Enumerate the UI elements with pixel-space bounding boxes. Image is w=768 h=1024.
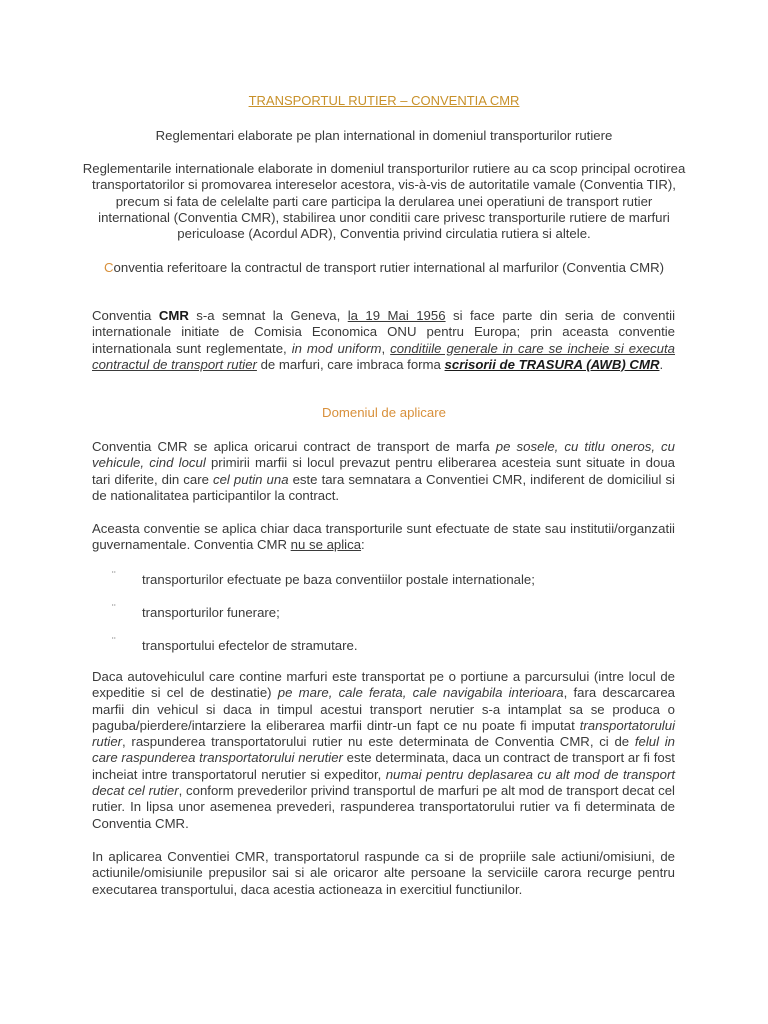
heading-initial: C bbox=[104, 260, 114, 275]
bullet-icon: ¨ bbox=[112, 570, 116, 582]
text-run: Daca autovehiculul care contine marfuri este transportat pe o portiune a parcursului (intre locul de expeditie si cel de destinatie) bbox=[92, 669, 675, 701]
section-heading-domeniul: Domeniul de aplicare bbox=[322, 405, 446, 420]
date-underlined: la 19 Mai 1956 bbox=[347, 308, 446, 323]
paragraph-cmr-geneva bbox=[92, 308, 675, 373]
text-run: , conform prevederilor privind transportul de marfuri pe alt mod de transport decat cel rutier. In lipsa unor asemenea prevederi, raspunderea transportatorului rutier va fi determinata de Conventia CMR. bbox=[92, 783, 675, 831]
cmr-bold: CMR bbox=[158, 308, 189, 323]
bullet-icon: ¨ bbox=[112, 636, 116, 648]
nu-se-aplica-underlined: nu se aplica bbox=[290, 537, 362, 553]
section-heading-conventia bbox=[80, 260, 688, 276]
bullet-icon: ¨ bbox=[112, 603, 116, 615]
text-run: este determinata, daca un contract de transport ar fi fost incheiat intre transportatorul nerutier si expeditor, bbox=[92, 750, 675, 782]
text-run: Aceasta conventie se aplica chiar daca transporturile sunt efectuate de state sau institutii/organzatii guvernamentale. Conventia CMR bbox=[92, 521, 675, 553]
paragraph-nu-se-aplica bbox=[92, 521, 675, 554]
italic-run: numai pentru deplasarea cu alt mod de transport decat cel rutier bbox=[92, 766, 676, 799]
text-run: Conventia bbox=[92, 308, 159, 323]
italic-run: cel putin una bbox=[213, 471, 289, 487]
list-item-text: transportului efectelor de stramutare. bbox=[142, 638, 358, 653]
text-run: Conventia CMR se aplica oricarui contract de transport de marfa bbox=[92, 439, 496, 454]
paragraph-autovehicul bbox=[92, 669, 675, 832]
text-run: , bbox=[381, 340, 391, 356]
text-run: . bbox=[659, 356, 664, 372]
subtitle: Reglementari elaborate pe plan international in domeniul transporturilor rutiere bbox=[155, 128, 613, 143]
text-run: si face parte din seria de conventii internationale initiate de Comisia Economica ONU pentru Europa; prin aceasta conventie internationala sunt reglementate, bbox=[92, 308, 676, 356]
text-run: , raspunderea transportatorului rutier nu este determinata de Conventia CMR, ci de bbox=[122, 734, 635, 750]
heading-rest: onventia referitoare la contractul de transport rutier international al marfurilor (Conventia CMR) bbox=[113, 260, 664, 275]
paragraph-aplicare bbox=[92, 439, 675, 504]
scrisorii-bold: scrisorii de TRASURA (AWB) CMR bbox=[444, 356, 660, 372]
list-item-text: transporturilor efectuate pe baza conventiilor postale internationale; bbox=[142, 572, 535, 587]
italic-run: pe mare, cale ferata, cale navigabila interioara bbox=[277, 685, 564, 701]
italic-run: felul in care raspunderea transportatorului nerutier bbox=[92, 734, 675, 766]
intro-paragraph: Reglementarile internationale elaborate in domeniul transporturilor rutiere au ca scop principal ocrotirea transportatorilor si promovarea intereselor acestora, vis-à-vis de autoritatile vamale (Conventia TIR), precum si fata de celelalte parti care participa la derularea unei operatiuni de transport rutier international (Conventia CMR), stabilirea unor conditii care privesc transporturile rutiere de marfuri periculoase (Acordul ADR), Conventia privind circulatia rutiera si altele. bbox=[82, 161, 686, 242]
italic-run: transportatorului rutier bbox=[92, 717, 675, 750]
text-run: , fara descarcarea marfii din vehicul si daca in timpul acestui transport nerutier s-a intamplat sa se produca o paguba/pierdere/intarziere la eliberarea marfii dintr-un fapt ce nu poate fi imputat bbox=[92, 685, 676, 733]
text-run: s-a semnat la Geneva, bbox=[188, 308, 348, 323]
document-title: TRANSPORTUL RUTIER – CONVENTIA CMR bbox=[248, 93, 520, 108]
italic-run: pe sosele, cu titlu oneros, cu vehicule, cind locul bbox=[92, 439, 675, 471]
list-item-text: transporturilor funerare; bbox=[142, 605, 280, 620]
text-run: : bbox=[361, 537, 365, 553]
text-run: de marfuri, care imbraca forma bbox=[256, 356, 445, 372]
text-run: este tara semnatara a Conventiei CMR, indiferent de domiciliul si de nationalitatea participantilor la contract. bbox=[92, 471, 675, 503]
paragraph-raspundere: In aplicarea Conventiei CMR, transportatorul raspunde ca si de propriile sale actiuni/omisiuni, de actiunile/omisiunile prepusilor sai si ale oricaror alte persoane la serviciile carora recurge pentru executarea transportului, daca acestia actioneaza in exercitiul functiunilor. bbox=[92, 849, 675, 897]
text-run: primirii marfii si locul prevazut pentru eliberarea acesteia sunt situate in doua tari diferite, din care bbox=[92, 455, 675, 487]
conditii-underlined: conditiile generale in care se incheie si executa contractul de transport rutier bbox=[92, 340, 675, 372]
uniform-italic: in mod uniform bbox=[291, 340, 382, 356]
